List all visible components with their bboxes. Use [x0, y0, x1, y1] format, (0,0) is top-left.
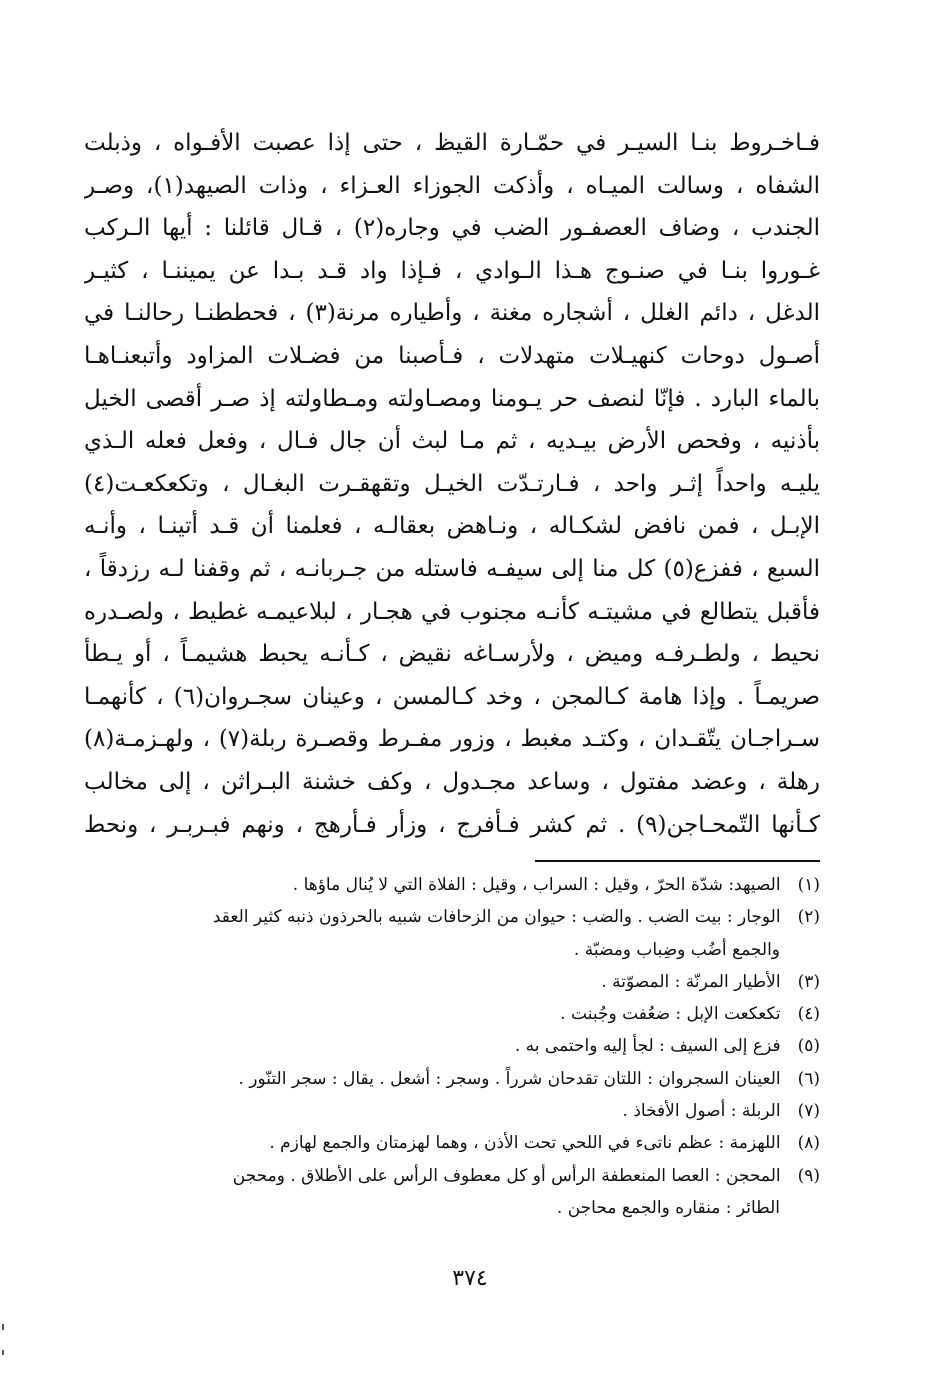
footnote-8 [84, 1127, 820, 1159]
footnote-number: (٥) [797, 1036, 820, 1057]
text-line: كـأنها التّمحـاجن(٩) . ثم كشر فـأفرج ، وزأر فـأرهج ، ونهم فبـربـر ، ونحط [84, 811, 820, 838]
footnote-text: الصيهد: شدّة الحرّ ، وقيل : السراب ، وقيل : الفلاة التي لا يُنال ماؤها . [292, 875, 781, 895]
footnote-text: الربلة : أصول الأفخاذ . [622, 1101, 781, 1122]
footnote-9-continuation [84, 1192, 820, 1224]
footnote-text: اللهزمة : عظم ناتىء في اللحي تحت الأذن ، وهما لهزمتان والجمع لهازم . [269, 1133, 781, 1154]
footnote-text: الطائر : منقاره والجمع محاجن . [556, 1197, 780, 1218]
footnote-text: العينان السجروان : اللتان تقدحان شرراً . وسجر : أشعل . يقال : سجر التنّور . [238, 1068, 781, 1089]
footnote-2-continuation [84, 934, 820, 966]
text-line: صريمـاً . وإذا هامة كـالمجن ، وخد كـالمسن ، وعينان سجـروان(٦) ، كأنهمـا [84, 683, 820, 710]
footnote-text: والجمع أضُب وضِباب ومضبّة . [573, 939, 780, 960]
footnote-number: (٣) [797, 971, 820, 992]
footnote-text: الأطيار المرنّة : المصوّتة . [601, 971, 781, 992]
text-line: يليـه واحداً إثـر واحد ، فـارتـدّت الخيـل وتقهقـرت البغـال ، وتكعكعـت(٤) [84, 470, 820, 497]
text-line: غـوروا بنـا في صنـوج هـذا الـوادي ، فـإذا واد قـد بـدا عن يميننـا ، كثيـر [84, 257, 820, 284]
text-line: الدغل ، دائم الغلل ، أشجاره مغنة ، وأطياره مرنة(٣) ، فحططنـا رحالنـا في [84, 300, 820, 327]
footnote-9 [84, 1160, 820, 1192]
footnote-number: (٩) [797, 1165, 820, 1186]
footnote-separator [535, 860, 820, 862]
footnote-5 [84, 1030, 820, 1062]
footnote-text: الوجار : بيت الضب . والضب : حيوان من الزحافات شبيه بالحرذون ذنبه كثير العقد [212, 907, 781, 928]
text-line: فأقبل يتطالع في مشيتـه كأنـه مجنوب في هجـار ، لبلاعيمـه غطيط ، ولصـدره [84, 598, 820, 625]
footnote-number: (٦) [797, 1068, 820, 1089]
footnote-4 [84, 998, 820, 1030]
footnote-number: (١) [797, 875, 820, 895]
footnote-number: (٢) [797, 907, 820, 928]
text-line: بالماء البارد . فإنّا لنصف حر يـومنا ومصـاولته ومـطاولته إذ صـر أقصى الخيل [84, 385, 820, 412]
footnote-number: (٧) [797, 1101, 820, 1122]
footnote-text: المحجن : العصا المنعطفة الرأس أو كل معطوف الرأس على الأطلاق . ومحجن [232, 1165, 781, 1186]
footnote-2 [84, 901, 820, 933]
footnote-text: فزع إلى السيف : لجأ إليه واحتمى به . [514, 1036, 781, 1057]
text-line: بأذنيه ، وفحص الأرض بيـديه ، ثم مـا لبث أن جال فـال ، وفعل فعله الـذي [84, 428, 820, 455]
text-line: نحيط ، ولطـرفـه وميض ، ولأرسـاغه نقيض ، كـأنـه يحبط هشيمـاً ، أو يـطأ [84, 641, 820, 668]
scan-edge-mark [2, 1324, 4, 1330]
text-line: الإبـل ، فمن نافض لشكـاله ، ونـاهض بعقالـه ، فعلمنا أن قـد أتينـا ، وأنـه [84, 513, 820, 540]
text-line: سـراجـان يتّقـدان ، وكتـد مغبط ، وزور مفـرط وقصـرة ربلة(٧) ، ولهـزمـة(٨) [84, 726, 820, 753]
scan-edge-mark [2, 1350, 4, 1355]
footnote-number: (٤) [797, 1004, 820, 1025]
text-line: رهلة ، وعضد مفتول ، وساعد مجـدول ، وكف خشنة البـراثن ، إلى مخالب [84, 768, 820, 795]
footnote-number: (٨) [797, 1133, 820, 1154]
text-line: أصـول دوحات كنهيـلات متهدلات ، فـأصبنا من فضـلات المزاود وأتبعنـاهـا [84, 342, 820, 369]
page-number: ٣٧٤ [452, 1266, 488, 1291]
footnotes [84, 869, 820, 1224]
footnote-text: تكعكعت الإبل : ضعُفت وجُبنت . [560, 1004, 781, 1025]
footnote-1 [84, 869, 820, 901]
footnote-7 [84, 1095, 820, 1127]
text-line: الجندب ، وضاف العصفـور الضب في وجاره(٢) ، قـال قائلنا : أيها الـركب [84, 215, 820, 242]
text-line: الشفاه ، وسالت الميـاه ، وأذكت الجوزاء العـزاء ، وذات الصيهد(١)، وصـر [84, 172, 820, 199]
footnote-6 [84, 1063, 820, 1095]
footnote-3 [84, 966, 820, 998]
text-line: فـاخـروط بنـا السيـر في حمّـارة القيظ ، حتى إذا عصبت الأفـواه ، وذبلت [84, 130, 820, 156]
text-line: السبع ، ففزع(٥) كل منا إلى سيفـه فاستله من جـربانـه ، ثم وقفنا لـه رزدقاً ، [84, 555, 820, 582]
main-text [84, 122, 820, 846]
